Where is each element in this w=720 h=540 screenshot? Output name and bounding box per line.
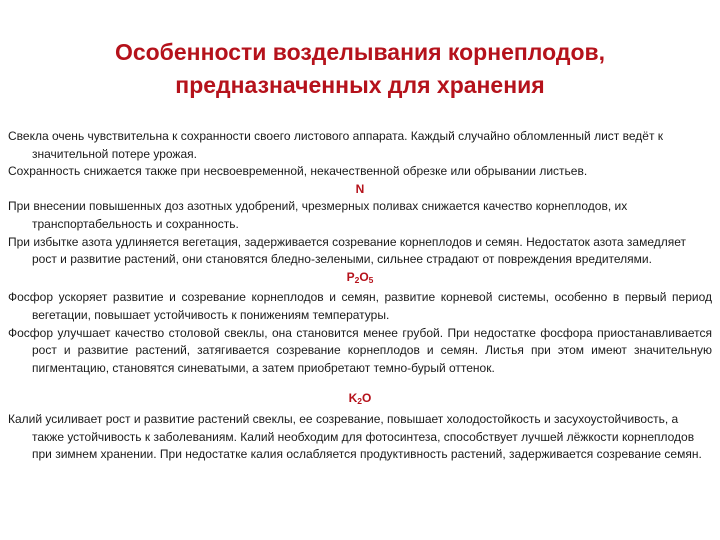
phosphorus-paragraph-1: Фосфор ускоряет развитие и созревание корнеплодов и семян, развитие корневой системы, особенно в первый период вегетации, повышает устойчивость к понижениям температуры. bbox=[8, 290, 712, 322]
intro-paragraph-1: Свекла очень чувствительна к сохранности своего листового аппарата. Каждый случайно обломленный лист ведёт к значительной потере урожая. bbox=[8, 129, 664, 161]
potassium-paragraph-1: Калий усиливает рост и развитие растений свеклы, ее созревание, повышает холодостойкость и засухоустойчивость, а также устойчивость к заболеваниям. Калий необходим для фотосинтеза, способствует лучшей лёжкости корнеплодов при зимнем хранении. При недостатке калия ослабляется продуктивность растений, задерживается созревание семян. bbox=[8, 411, 702, 462]
potassium-symbol-k: K bbox=[348, 391, 358, 406]
section-heading-nitrogen: N bbox=[355, 181, 365, 196]
document-body bbox=[8, 128, 712, 464]
title-line-1: Особенности возделывания корнеплодов, bbox=[114, 39, 606, 65]
phosphorus-subscript-2: 2 bbox=[354, 274, 360, 285]
title-line-2: предназначенных для хранения bbox=[175, 72, 545, 98]
page-title bbox=[0, 36, 720, 102]
section-heading-potassium bbox=[8, 390, 712, 411]
nitrogen-paragraph-2: При избытке азота удлиняется вегетация, задерживается созревание корнеплодов и семян. Недостаток азота замедляет рост и развитие растений, они становятся бледно-зелеными, сильнее страдают от повреждения вредителями. bbox=[8, 234, 687, 267]
phosphorus-paragraph-2: Фосфор улучшает качество столовой свеклы, она становится менее грубой. При недостатке фосфора приостанавливается рост и развитие растений, затягивается созревание корнеплодов и семян. Листья при этом имеют значительную пигментацию, становятся синеватыми, а затем приобретают темно-бурый оттенок. bbox=[8, 325, 712, 375]
potassium-symbol-o: O bbox=[362, 391, 372, 406]
phosphorus-symbol-p: P bbox=[346, 269, 355, 284]
section-heading-phosphorus bbox=[8, 269, 712, 290]
nitrogen-paragraph-1: При внесении повышенных доз азотных удобрений, чрезмерных поливах снижается качество корнеплодов, их транспортабельность и сохранность. bbox=[8, 199, 628, 231]
phosphorus-subscript-5: 5 bbox=[368, 274, 374, 285]
intro-paragraph-2: Сохранность снижается также при несвоевременной, некачественной обрезке или обрывании листьев. bbox=[8, 164, 588, 179]
phosphorus-symbol-o: O bbox=[359, 269, 369, 284]
potassium-subscript-2: 2 bbox=[357, 396, 363, 407]
